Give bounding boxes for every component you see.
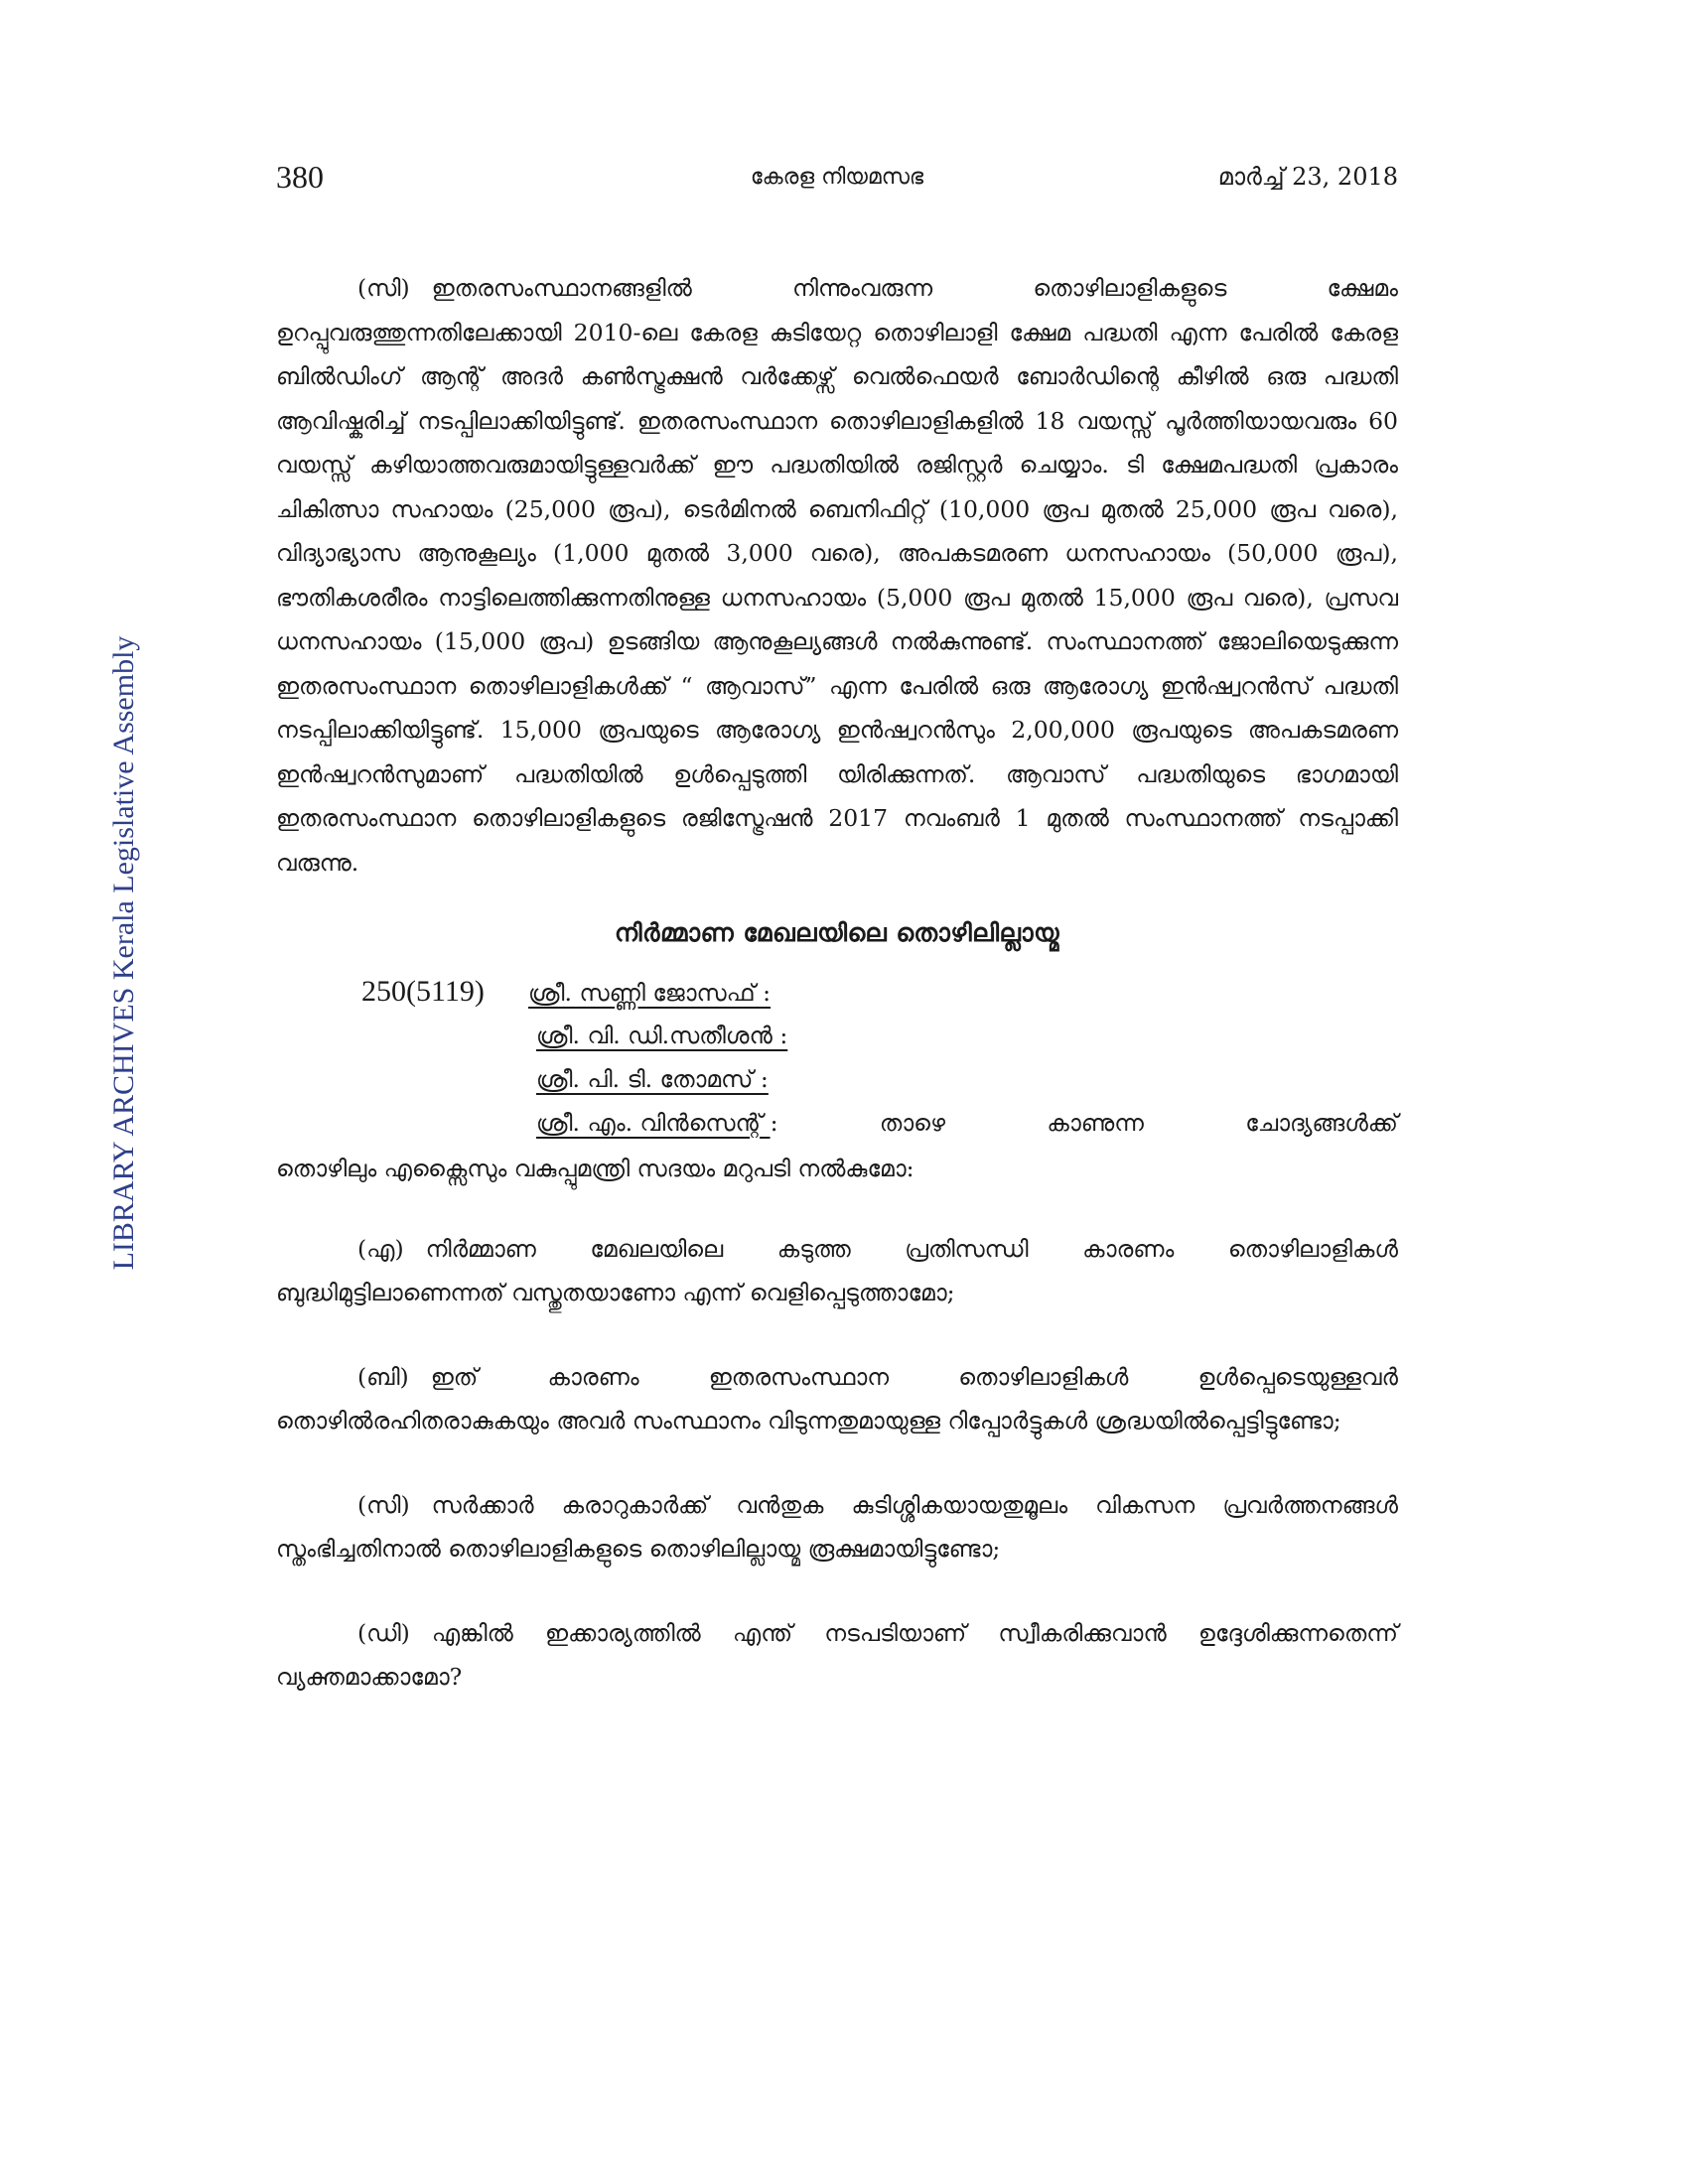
- question-number: 250(5119): [361, 975, 485, 1008]
- member-name: ശ്രീ. എം. വിൻസെന്റ്: [536, 1109, 771, 1137]
- addressed-minister: തൊഴിലും എക്സൈസും വകുപ്പുമന്ത്രി സദയം മറുപടി നൽകുമോ:: [276, 1155, 914, 1182]
- question-block: [361, 970, 1398, 1145]
- question-part-d: [276, 1611, 1398, 1700]
- member-colon: :: [770, 1109, 778, 1137]
- question-line-1: [361, 970, 1398, 1014]
- part-label: (ഡി): [357, 1618, 410, 1647]
- question-line-3: [361, 1057, 1398, 1101]
- part-text: സർക്കാർ കരാറുകാർക്ക് വൻതുക കുടിശ്ശികയായതുമൂലം വികസന പ്രവർത്തനങ്ങൾ സ്തംഭിച്ചതിനാൽ തൊഴിലാളികളുടെ തൊഴിലില്ലായ്മ രൂക്ഷമായിട്ടുണ്ടോ;: [276, 1490, 1398, 1563]
- page-number: 380: [276, 159, 324, 195]
- part-text: എങ്കിൽ ഇക്കാര്യത്തിൽ എന്ത് നടപടിയാണ് സ്വീകരിക്കുവാൻ ഉദ്ദേശിക്കുന്നതെന്ന് വ്യക്തമാക്കാമോ?: [276, 1618, 1398, 1691]
- page-body: [276, 266, 1398, 1700]
- part-label: (എ): [357, 1234, 404, 1263]
- part-text: നിർമ്മാണ മേഖലയിലെ കടുത്ത പ്രതിസന്ധി കാരണം തൊഴിലാളികൾ ബുദ്ധിമുട്ടിലാണെന്നത് വസ്തുതയാണോ എന്ന് വെളിപ്പെടുത്താമോ;: [276, 1234, 1398, 1306]
- question-part-c: [276, 1483, 1398, 1571]
- question-line-2: [361, 1014, 1398, 1057]
- part-text: ഇത് കാരണം ഇതരസംസ്ഥാന തൊഴിലാളികൾ ഉൾപ്പെടെയുള്ളവർ തൊഴിൽരഹിതരാകുകയും അവർ സംസ്ഥാനം വിടുന്നതുമായുള്ള റിപ്പോർട്ടുകൾ ശ്രദ്ധയിൽപ്പെട്ടിട്ടുണ്ടോ;: [276, 1362, 1398, 1434]
- assembly-title: കേരള നിയമസഭ: [750, 165, 924, 190]
- asked-word: കാണുന്ന: [1047, 1109, 1144, 1137]
- question-line-4: [361, 1101, 1398, 1145]
- part-label: (ബി): [357, 1362, 409, 1391]
- asked-word: ചോദ്യങ്ങൾക്ക്: [1245, 1109, 1398, 1137]
- answer-c-paragraph: [276, 266, 1398, 885]
- member-name: ശ്രീ. പി. ടി. തോമസ് :: [536, 1065, 769, 1093]
- question-part-a: [276, 1227, 1398, 1315]
- answer-c-label: (സി): [357, 274, 410, 302]
- member-name: ശ്രീ. വി. ഡി.സതീശൻ :: [536, 1022, 788, 1049]
- section-heading: നിർമ്മാണ മേഖലയിലെ തൊഴിലില്ലായ്മ: [614, 918, 1060, 947]
- session-date: മാർച്ച് 23, 2018: [1217, 163, 1398, 191]
- question-part-b: [276, 1355, 1398, 1443]
- answer-c-text: ഇതരസംസ്ഥാനങ്ങളിൽ നിന്നുംവരുന്ന തൊഴിലാളികളുടെ ക്ഷേമം ഉറപ്പുവരുത്തുന്നതിലേക്കായി 2010-ലെ കേരള കുടിയേറ്റ തൊഴിലാളി ക്ഷേമ പദ്ധതി എന്ന പേരിൽ കേരള ബിൽഡിംഗ് ആന്റ് അദർ കൺസ്ട്രക്ഷൻ വർക്കേഴ്സ് വെൽഫെയർ ബോർഡിന്റെ കീഴിൽ ഒരു പദ്ധതി ആവിഷ്കരിച്ച് നടപ്പിലാക്കിയിട്ടുണ്ട്. ഇതരസംസ്ഥാന തൊഴിലാളികളിൽ 18 വയസ്സ് പൂർത്തിയായവരും 60 വയസ്സ് കഴിയാത്തവരുമായിട്ടുള്ളവർക്ക് ഈ പദ്ധതിയിൽ രജിസ്റ്റർ ചെയ്യാം. ടി ക്ഷേമപദ്ധതി പ്രകാരം ചികിത്സാ സഹായം (25,000 രൂപ), ടെർമിനൽ ബെനിഫിറ്റ് (10,000 രൂപ മുതൽ 25,000 രൂപ വരെ), വിദ്യാഭ്യാസ ആനുകൂല്യം (1,000 മുതൽ 3,000 വരെ), അപകടമരണ ധനസഹായം (50,000 രൂപ), ഭൗതികശരീരം നാട്ടിലെത്തിക്കുന്നതിനുള്ള ധനസഹായം (5,000 രൂപ മുതൽ 15,000 രൂപ വരെ), പ്രസവ ധനസഹായം (15,000 രൂപ) ഉടങ്ങിയ ആനുകൂല്യങ്ങൾ നൽകുന്നുണ്ട്. സംസ്ഥാനത്ത് ജോലിയെടുക്കുന്ന ഇതരസംസ്ഥാന തൊഴിലാളികൾക്ക് “ ആവാസ്” എന്ന പേരിൽ ഒരു ആരോഗ്യ ഇൻഷ്വറൻസ് പദ്ധതി നടപ്പിലാക്കിയിട്ടുണ്ട്. 15,000 രൂപയുടെ ആരോഗ്യ ഇൻഷ്വറൻസും 2,00,000 രൂപയുടെ അപകടമരണ ഇൻഷ്വറൻസുമാണ് പദ്ധതിയിൽ ഉൾപ്പെടുത്തി യിരിക്കുന്നത്. ആവാസ് പദ്ധതിയുടെ ഭാഗമായി ഇതരസംസ്ഥാന തൊഴിലാളികളുടെ രജിസ്ട്രേഷൻ 2017 നവംബർ 1 മുതൽ സംസ്ഥാനത്ത് നടപ്പാക്കി വരുന്നു.: [276, 274, 1398, 877]
- member-name: ശ്രീ. സണ്ണി ജോസഫ് :: [528, 979, 772, 1007]
- page-header: [276, 159, 1398, 206]
- archive-watermark: LIBRARY ARCHIVES Kerala Legislative Assembly: [107, 635, 140, 1271]
- asked-word: താഴെ: [879, 1109, 946, 1137]
- part-label: (സി): [357, 1490, 410, 1519]
